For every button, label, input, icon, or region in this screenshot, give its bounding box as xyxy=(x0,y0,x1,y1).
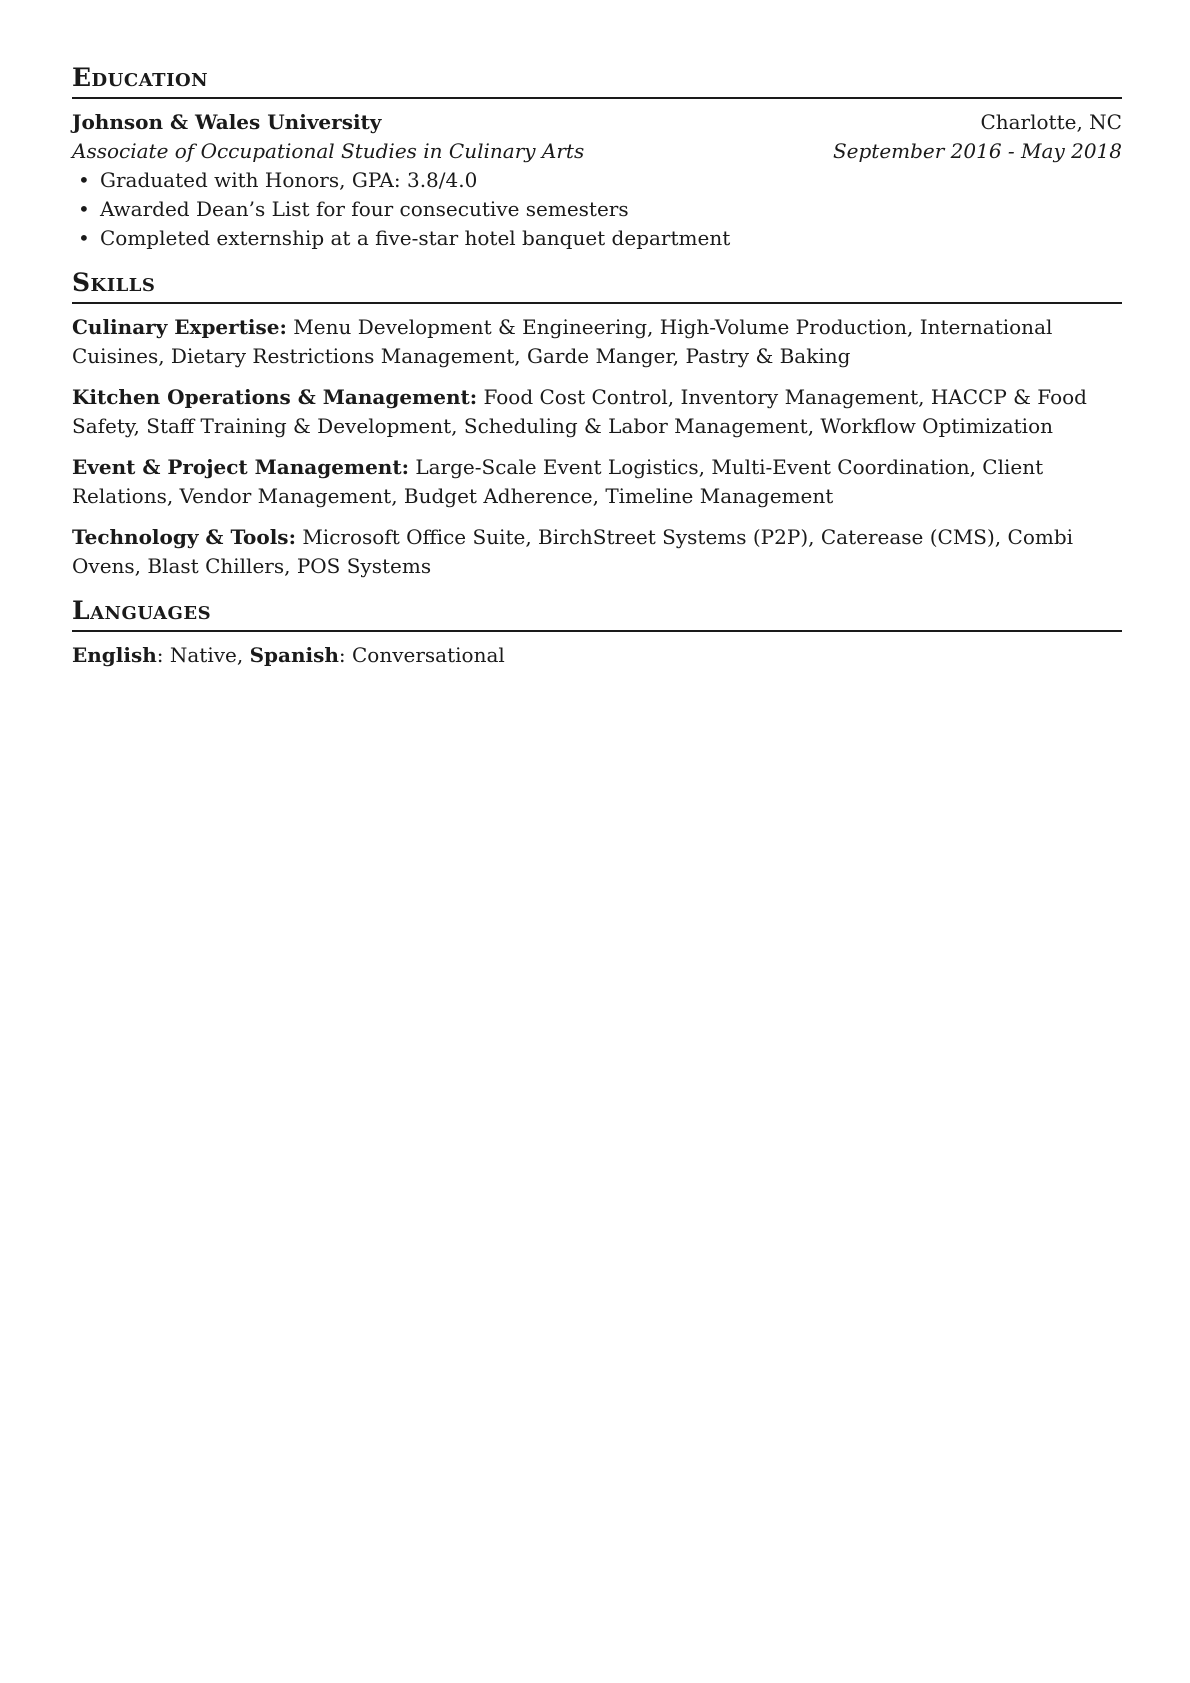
languages-line xyxy=(72,641,1122,670)
education-school-row xyxy=(72,108,1122,137)
education-heading: Education xyxy=(72,63,209,92)
skill-label: Event & Project Management: xyxy=(72,455,409,479)
school-name: Johnson & Wales University xyxy=(72,110,382,134)
school-location: Charlotte, NC xyxy=(980,110,1122,134)
languages-heading: Languages xyxy=(72,596,212,625)
degree-name: Associate of Occupational Studies in Culinary Arts xyxy=(72,139,585,163)
education-degree-row xyxy=(72,137,1122,166)
skills-divider xyxy=(72,302,1122,304)
skill-text: Menu Development & Engineering, High-Volume Production, International Cuisines, Dietary Restrictions Management, Garde Manger, Pastry & Baking xyxy=(72,315,1053,368)
skill-technology-tools xyxy=(72,523,1122,581)
language-name: Spanish xyxy=(249,643,339,667)
degree-dates: September 2016 - May 2018 xyxy=(832,139,1122,163)
skill-culinary-expertise xyxy=(72,313,1122,371)
skills-section xyxy=(72,267,1122,581)
education-divider xyxy=(72,97,1122,99)
list-item: • Graduated with Honors, GPA: 3.8/4.0 xyxy=(72,166,1122,195)
education-bullet-list xyxy=(72,166,1122,253)
language-name: English xyxy=(72,643,157,667)
resume-page xyxy=(72,62,1122,670)
languages-divider xyxy=(72,630,1122,632)
language-level: : Conversational xyxy=(338,643,505,667)
skill-event-project-management xyxy=(72,453,1122,511)
skill-text: Food Cost Control, Inventory Management, HACCP & Food Safety, Staff Training & Development, Scheduling & Labor Management, Workflow Optimization xyxy=(72,385,1087,438)
education-section xyxy=(72,62,1122,253)
skill-kitchen-operations xyxy=(72,383,1122,441)
skill-label: Technology & Tools: xyxy=(72,525,296,549)
language-level: : Native, xyxy=(156,643,250,667)
skills-heading: Skills xyxy=(72,268,156,297)
list-item: • Completed externship at a five-star hotel banquet department xyxy=(72,224,1122,253)
list-item: • Awarded Dean’s List for four consecutive semesters xyxy=(72,195,1122,224)
skill-label: Culinary Expertise: xyxy=(72,315,287,339)
skill-label: Kitchen Operations & Management: xyxy=(72,385,478,409)
languages-section xyxy=(72,595,1122,670)
skill-text: Large-Scale Event Logistics, Multi-Event Coordination, Client Relations, Vendor Management, Budget Adherence, Timeline Management xyxy=(72,455,1044,508)
skill-text: Microsoft Office Suite, BirchStreet Systems (P2P), Caterease (CMS), Combi Ovens, Blast Chillers, POS Systems xyxy=(72,525,1074,578)
